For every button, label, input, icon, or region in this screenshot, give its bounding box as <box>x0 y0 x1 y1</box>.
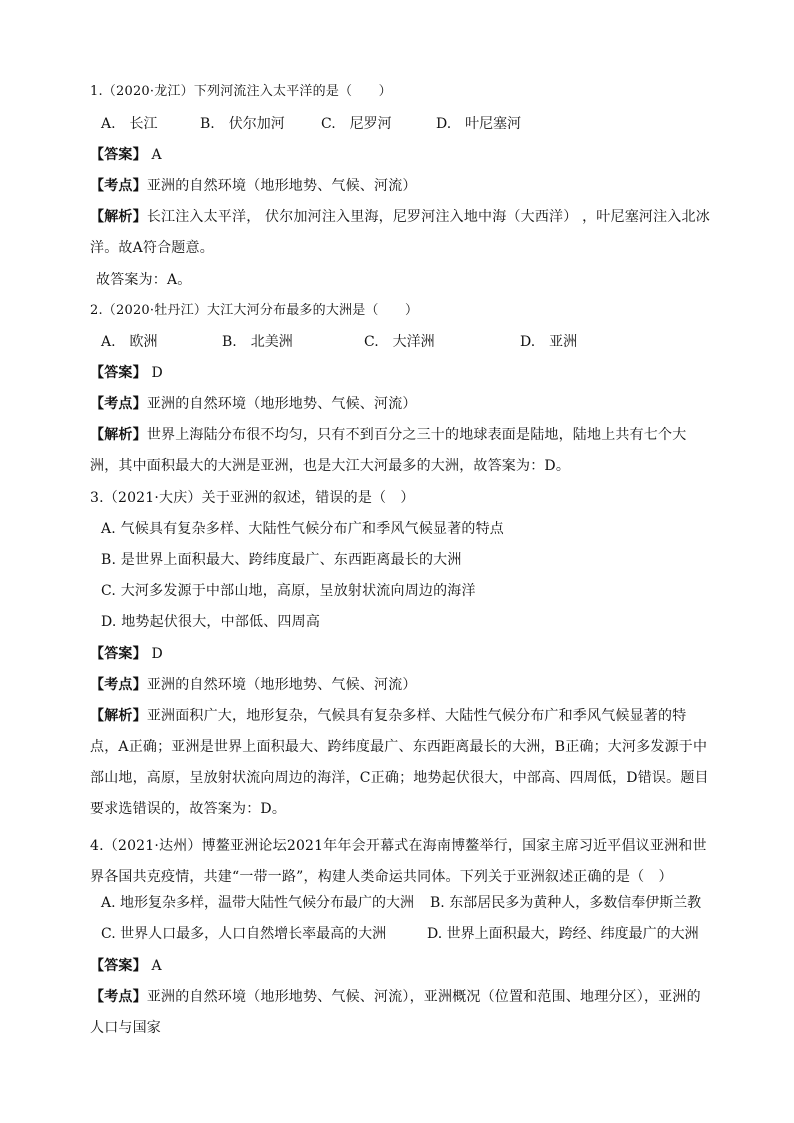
q4-option-d: D. 世界上面积最大，跨经、纬度最广的大洲 <box>427 926 699 942</box>
q1-answer: A <box>151 147 162 163</box>
answer-tag: 【答案】 <box>90 147 147 163</box>
q2-option-c: C. 大洋洲 <box>364 334 435 350</box>
topic-tag: 【考点】 <box>90 989 147 1005</box>
q1-option-b: B. 伏尔加河 <box>200 116 285 132</box>
q1-analysis: 长江注入太平洋， 伏尔加河注入里海，尼罗河注入地中海（大西洋） ，叶尼塞河注入北冰洋。故A符合题意。 <box>90 209 710 256</box>
topic-tag: 【考点】 <box>90 677 147 693</box>
q2-stem: 2.（2020·牡丹江）大江大河分布最多的大洲是（ ） <box>90 303 419 318</box>
answer-tag: 【答案】 <box>90 646 147 662</box>
q1-topic-line <box>90 176 710 196</box>
q1-option-d: D. 叶尼塞河 <box>436 116 522 132</box>
q3-option-a: A. 气候具有复杂多样、大陆性气候分布广和季风气候显著的特点 <box>101 521 505 537</box>
q1-analysis-block <box>90 202 710 264</box>
q2-topic: 亚洲的自然环境（地形地势、气候、河流） <box>146 396 417 412</box>
q3-stem: 3.（2021·大庆）关于亚洲的叙述，错误的是（ ） <box>90 490 415 506</box>
q4-stem: 4.（2021·达州）博鳌亚洲论坛2021年年会开幕式在海南博鳌举行，国家主席习近平倡议亚洲和世界各国共克疫情，共建“一带一路”，构建人类命运共同体。下列关于亚洲叙述正确的是（ ） <box>90 838 707 885</box>
q2-option-d: D. 亚洲 <box>520 334 578 350</box>
q4-option-b: B. 东部居民多为黄种人，多数信奉伊斯兰教 <box>430 895 702 911</box>
q2-option-b: B. 北美洲 <box>222 334 293 350</box>
q3-topic-line <box>90 675 710 695</box>
topic-tag: 【考点】 <box>90 396 147 412</box>
topic-tag: 【考点】 <box>90 178 147 194</box>
q3-analysis-block <box>90 701 710 825</box>
q1-answer-line <box>90 145 710 165</box>
q1-conclusion: 故答案为：A。 <box>96 272 192 288</box>
answer-tag: 【答案】 <box>90 365 147 381</box>
q3-answer: D <box>151 646 163 662</box>
q1-stem: 1.（2020·龙江）下列河流注入太平洋的是（ ） <box>90 84 392 99</box>
q1-topic: 亚洲的自然环境（地形地势、气候、河流） <box>146 178 417 194</box>
q4-topic-block <box>90 982 710 1044</box>
q2-analysis-block <box>90 420 710 482</box>
q1-option-c: C. 尼罗河 <box>321 116 392 132</box>
q3-answer-line <box>90 644 710 664</box>
analysis-tag: 【解析】 <box>90 427 147 443</box>
q3-analysis: 亚洲面积广大，地形复杂，气候具有复杂多样、大陆性气候分布广和季风气候显著的特点，A正确；亚洲是世界上面积最大、跨纬度最广、东西距离最长的大洲，B正确；大河多发源于中部山地，高原，呈放射状流向周边的海洋，C正确；地势起伏很大，中部高、四周低，D错误。题目要求选错误的，故答案为：D。 <box>90 708 709 817</box>
q4-topic: 亚洲的自然环境（地形地势、气候、河流），亚洲概况（位置和范围、地理分区），亚洲的人口与国家 <box>90 989 701 1036</box>
q4-answer-line <box>90 956 710 976</box>
q2-analysis: 世界上海陆分布很不均匀，只有不到百分之三十的地球表面是陆地，陆地上共有七个大洲，其中面积最大的大洲是亚洲，也是大江大河最多的大洲，故答案为：D。 <box>90 427 687 474</box>
q4-option-a: A. 地形复杂多样，温带大陆性气候分布最广的大洲 <box>101 895 415 911</box>
q4-option-c: C. 世界人口最多，人口自然增长率最高的大洲 <box>101 926 387 942</box>
q4-answer: A <box>151 958 162 974</box>
q3-topic: 亚洲的自然环境（地形地势、气候、河流） <box>146 677 417 693</box>
q3-option-b: B. 是世界上面积最大、跨纬度最广、东西距离最长的大洲 <box>101 552 462 568</box>
q3-option-c: C. 大河多发源于中部山地，高原，呈放射状流向周边的海洋 <box>101 583 476 599</box>
analysis-tag: 【解析】 <box>90 708 147 724</box>
q2-answer-line <box>90 363 710 383</box>
analysis-tag: 【解析】 <box>90 209 147 225</box>
answer-tag: 【答案】 <box>90 958 147 974</box>
q2-option-a: A. 欧洲 <box>101 334 158 350</box>
q2-topic-line <box>90 394 710 414</box>
q3-option-d: D. 地势起伏很大，中部低、四周高 <box>101 614 321 630</box>
q1-option-a: A. 长江 <box>101 116 158 132</box>
q2-answer: D <box>151 365 163 381</box>
